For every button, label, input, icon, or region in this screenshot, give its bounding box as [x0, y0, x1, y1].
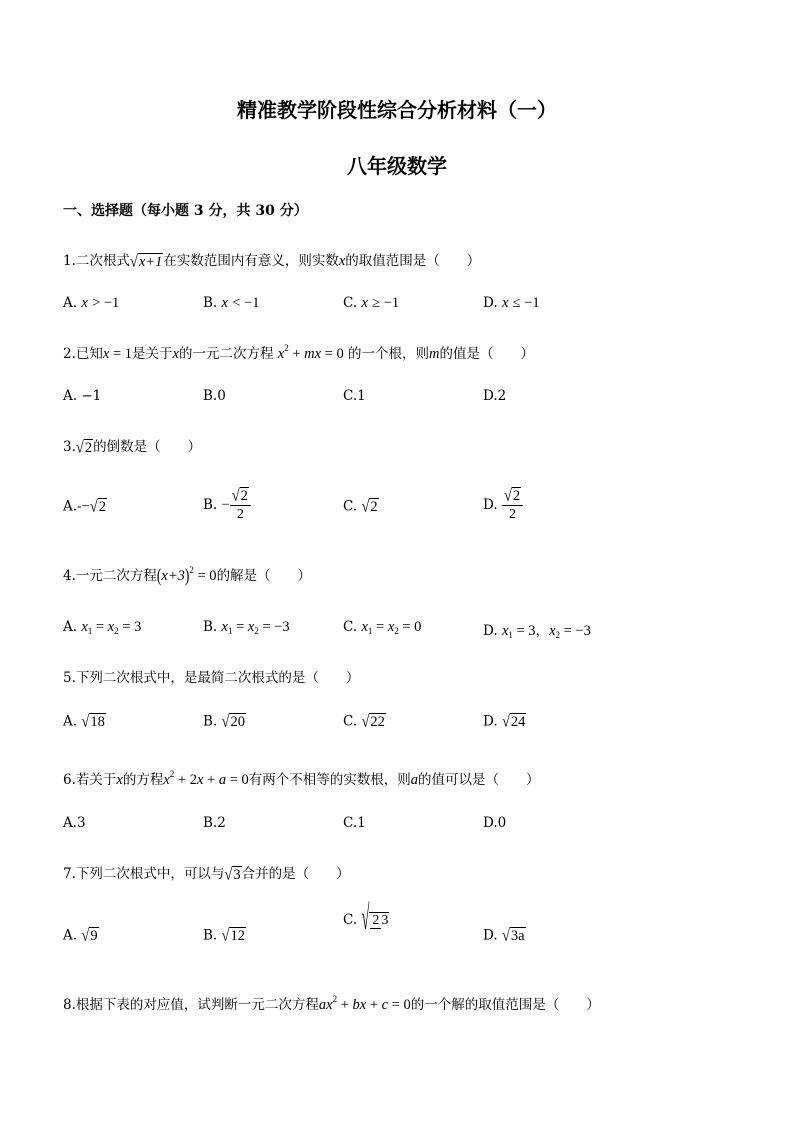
- option-a: A. √9: [63, 926, 98, 946]
- option-b: B. √20: [203, 712, 245, 732]
- option-b: B.0: [203, 388, 226, 404]
- option-c: C.1: [343, 815, 366, 831]
- option-a: A.3: [63, 815, 86, 831]
- option-a: A.-−√2: [63, 497, 107, 517]
- document-subtitle: 八年级数学: [347, 154, 447, 178]
- option-c: C. √ 2 3: [343, 900, 389, 939]
- option-a: A. x > −1: [63, 295, 120, 311]
- document-title: 精准教学阶段性综合分析材料（一）: [237, 98, 557, 122]
- question-6: 6.若关于x的方程$x^2 + 2x + a = 0$有两个不相等的实数根，则a的值可以是（ ）: [63, 769, 540, 788]
- sqrt-expression: √x+1: [129, 252, 163, 271]
- option-d: D. x ≤ −1: [483, 295, 540, 311]
- question-5: 5.下列二次根式中，是最简二次根式的是（ ）: [63, 670, 360, 686]
- option-d: D. $x_1 = 3$，$x_2 = -3$: [483, 623, 591, 640]
- option-b: B.2: [203, 815, 226, 831]
- option-c: C.1: [343, 388, 366, 404]
- option-d: D. √3a: [483, 926, 525, 946]
- question-4: 4.一元二次方程$(x+3)^2 = 0$的解是（ ）: [63, 564, 312, 586]
- question-1: 1.二次根式√x+1在实数范围内有意义，则实数x的取值范围是（ ）: [63, 252, 481, 271]
- option-b: B. √12: [203, 926, 245, 946]
- option-b: B. − $\frac{√2}{2}$: [203, 487, 251, 524]
- option-a: A. √18: [63, 712, 105, 732]
- question-3: 3.√2的倒数是（ ）: [63, 438, 202, 457]
- option-c: C. √22: [343, 712, 385, 732]
- option-c: C. $x_1 = x_2 = 0$: [343, 619, 422, 636]
- question-2: 2.已知x = 1是关于x的一元二次方程 $x^2$ + mx = 0 的一个根，则m的值是（ ）: [63, 343, 535, 362]
- section-heading: 一、选择题（每小题 3 分，共 30 分）: [63, 203, 308, 219]
- option-d: D. $\frac{√2}{2}$: [483, 487, 523, 524]
- option-a: A. −1: [63, 388, 102, 404]
- option-d: D.0: [483, 815, 507, 831]
- question-8: 8.根据下表的对应值，试判断一元二次方程$ax^2$ + bx + c = 0的一个解的取值范围是（ ）: [63, 994, 600, 1013]
- option-d: D.2: [483, 388, 507, 404]
- option-c: C. √2: [343, 497, 378, 517]
- option-d: D. √24: [483, 712, 526, 732]
- option-b: B. $x_1 = x_2 = -3$: [203, 619, 290, 636]
- question-7: 7.下列二次根式中，可以与√3合并的是（ ）: [63, 865, 350, 884]
- option-b: B. x < −1: [203, 295, 260, 311]
- option-c: C. x ≥ −1: [343, 295, 400, 311]
- option-a: A. $x_1 = x_2 = 3$: [63, 619, 142, 636]
